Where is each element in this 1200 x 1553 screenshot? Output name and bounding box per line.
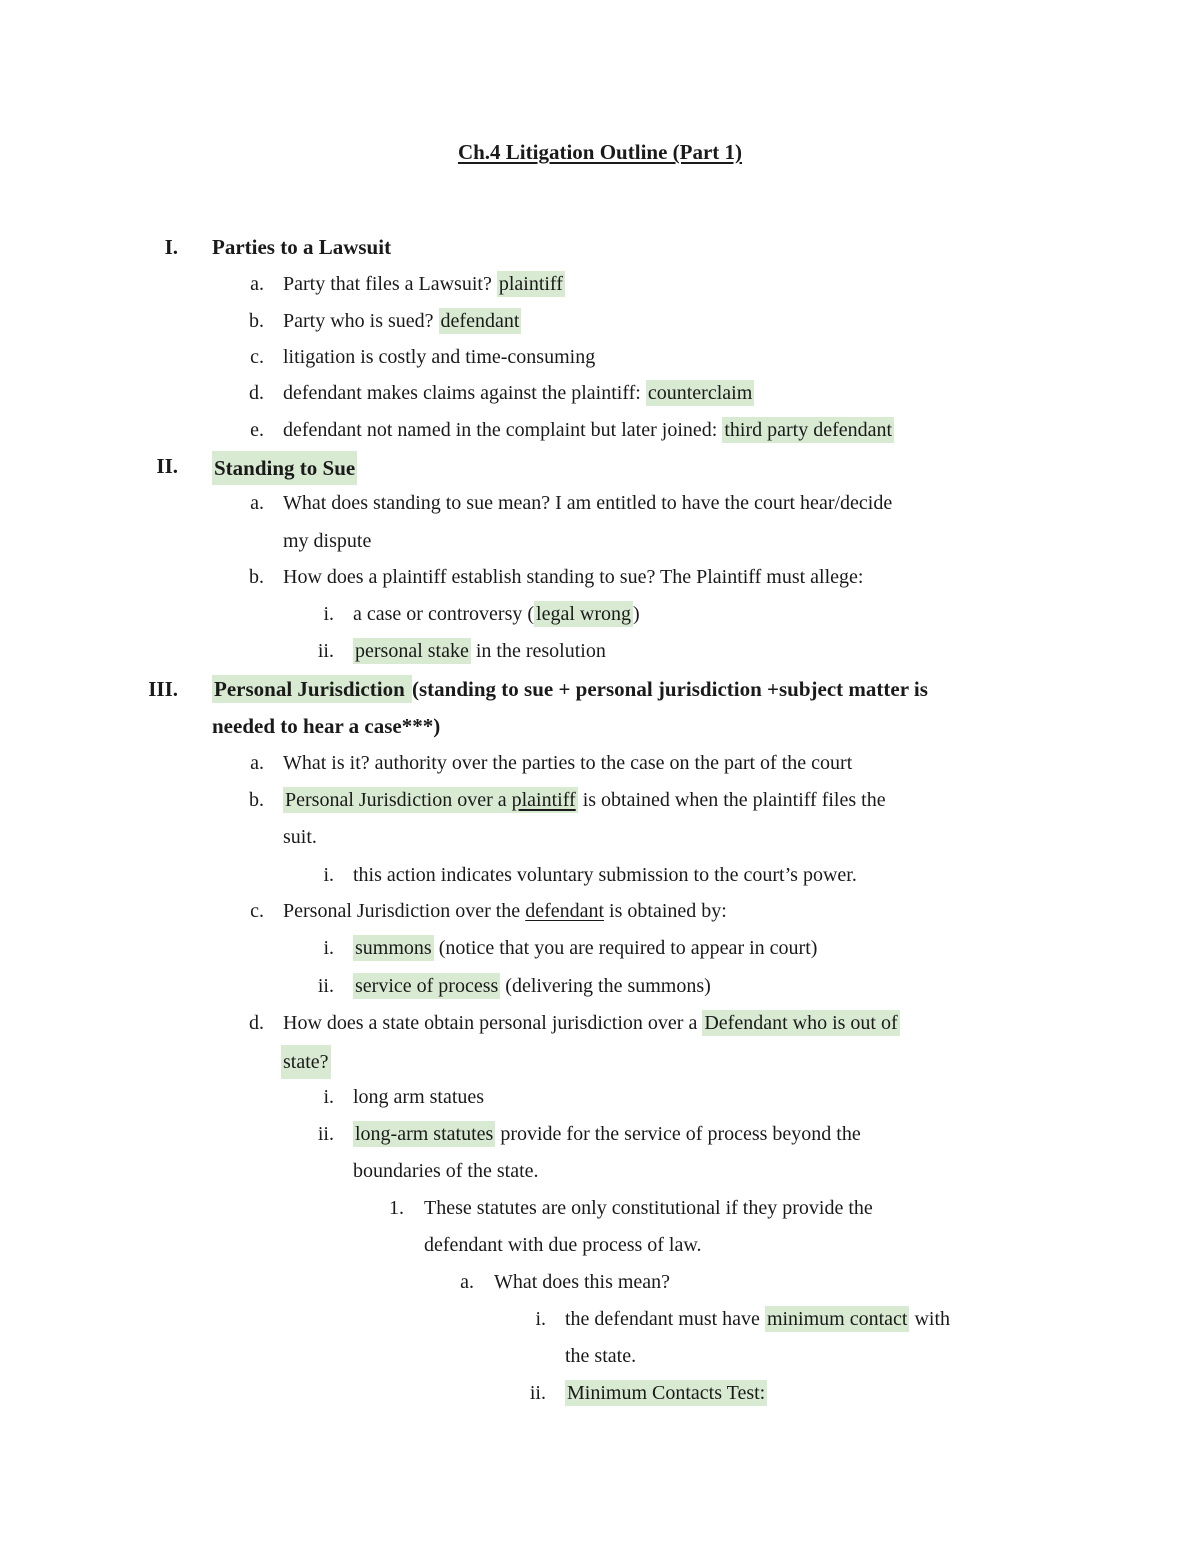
item-marker: c. — [250, 900, 264, 922]
item-text: Party who is sued? defendant — [283, 310, 520, 332]
item-marker: a. — [460, 1271, 474, 1293]
item-marker: i. — [323, 1086, 334, 1108]
highlight: long-arm statutes — [355, 1123, 494, 1145]
highlight: plaintiff — [498, 273, 563, 295]
item-text: a case or controversy ( legal wrong ) — [353, 603, 640, 625]
item-text: Personal Jurisdiction over the defendant is obtained by: — [283, 900, 727, 922]
highlight: legal wrong — [536, 603, 632, 625]
item-marker: 1. — [389, 1197, 404, 1219]
highlight: defendant — [440, 310, 520, 332]
page-title: Ch.4 Litigation Outline (Part 1) — [457, 140, 743, 164]
item-text: litigation is costly and time-consuming — [283, 346, 596, 368]
section-2-title: Standing to Sue — [212, 451, 357, 485]
item-text: my dispute — [283, 530, 372, 552]
highlight: Defendant who is out of — [704, 1012, 898, 1034]
highlight: personal stake — [355, 640, 469, 662]
highlight: counterclaim — [647, 382, 753, 404]
item-marker: a. — [250, 752, 264, 774]
item-text: long-arm statutes provide for the service of process beyond the — [355, 1123, 861, 1145]
item-marker: i. — [323, 603, 334, 625]
item-text: this action indicates voluntary submission to the court’s power. — [353, 864, 857, 886]
item-text: personal stake in the resolution — [355, 640, 606, 662]
item-text: the state. — [565, 1345, 637, 1367]
item-marker: ii. — [317, 640, 334, 662]
item-text: service of process (delivering the summons) — [355, 975, 711, 997]
section-3-title: Personal Jurisdiction (standing to sue + personal jurisdiction +subject matter is — [214, 677, 928, 701]
item-text: These statutes are only constitutional if they provide the — [424, 1197, 873, 1219]
highlight: Personal Jurisdiction over a plaintiff — [285, 789, 576, 811]
item-marker: i. — [323, 864, 334, 886]
item-text — [565, 1378, 767, 1408]
item-text: suit. — [283, 826, 317, 848]
item-text: Party that files a Lawsuit? plaintiff — [283, 273, 563, 295]
section-3-title: needed to hear a case***) — [212, 714, 441, 738]
item-marker: ii. — [317, 975, 334, 997]
item-marker: e. — [250, 419, 264, 441]
item-text: the defendant must have minimum contact with — [565, 1308, 951, 1330]
item-text: How does a state obtain personal jurisdiction over a Defendant who is out of — [283, 1012, 898, 1034]
item-marker: c. — [250, 346, 264, 368]
section-1-number: I. — [164, 235, 178, 259]
item-marker: d. — [249, 1012, 264, 1034]
item-marker: a. — [250, 492, 264, 514]
item-marker: b. — [249, 789, 264, 811]
item-text: Personal Jurisdiction over a plaintiff is obtained when the plaintiff files the — [285, 789, 886, 811]
item-text: long arm statues — [353, 1086, 485, 1108]
item-text: What does this mean? — [494, 1271, 671, 1293]
highlight: summons — [355, 937, 432, 959]
item-text: What is it? authority over the parties to the case on the part of the court — [283, 752, 853, 774]
item-text: What does standing to sue mean? I am entitled to have the court hear/decide — [283, 492, 893, 514]
item-marker: b. — [249, 310, 264, 332]
highlight: state? — [281, 1045, 331, 1079]
section-1-title: Parties to a Lawsuit — [212, 235, 392, 259]
highlight: minimum contact — [766, 1308, 908, 1330]
highlight: service of process — [355, 975, 499, 997]
item-marker: i. — [535, 1308, 546, 1330]
item-marker: ii. — [529, 1382, 546, 1404]
item-marker: b. — [249, 566, 264, 588]
item-text: defendant not named in the complaint but later joined: third party defendant — [283, 419, 893, 441]
item-text: defendant makes claims against the plaintiff: counterclaim — [283, 382, 753, 404]
item-text: defendant with due process of law. — [424, 1234, 702, 1256]
section-3-number: III. — [148, 677, 178, 701]
item-marker: a. — [250, 273, 264, 295]
item-marker: i. — [323, 937, 334, 959]
highlight: Personal Jurisdiction — [214, 677, 411, 701]
highlight: Minimum Contacts Test: — [567, 1382, 766, 1404]
item-text: boundaries of the state. — [353, 1160, 539, 1182]
highlight: third party defendant — [724, 419, 893, 441]
item-text: How does a plaintiff establish standing to sue? The Plaintiff must allege: — [283, 566, 864, 588]
item-marker: ii. — [317, 1123, 334, 1145]
section-2-number: II. — [156, 454, 178, 478]
item-text: summons (notice that you are required to appear in court) — [355, 937, 818, 959]
item-marker: d. — [249, 382, 264, 404]
